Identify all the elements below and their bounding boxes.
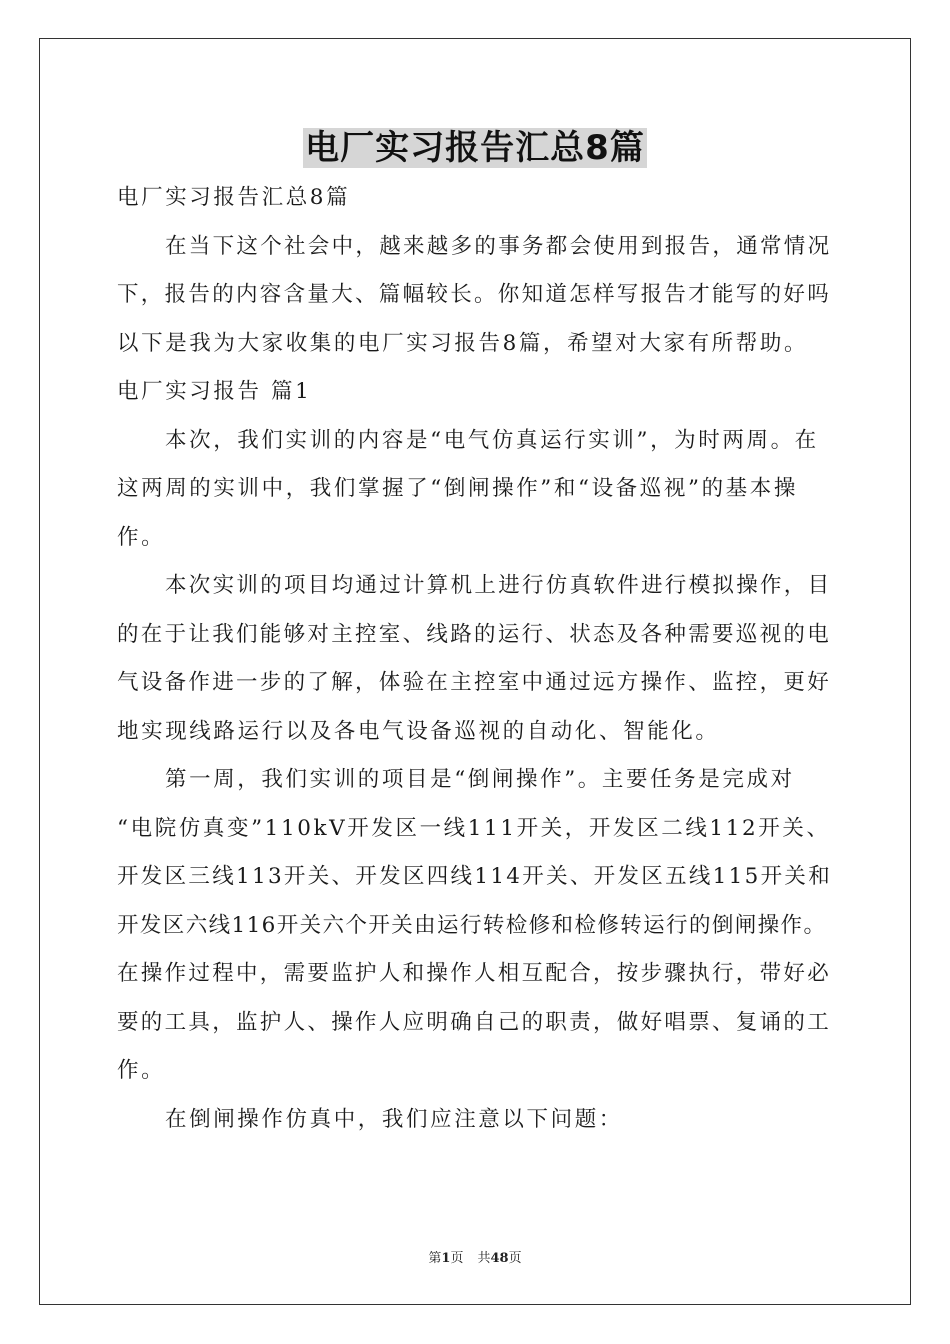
text-line: 在倒闸操作仿真中，我们应注意以下问题： — [165, 1106, 623, 1132]
text-line: 第一周，我们实训的项目是“倒闸操作”。主要任务是完成对 — [165, 767, 795, 792]
text-line: 这两周的实训中，我们掌握了“倒闸操作”和“设备巡视”的基本操 — [117, 476, 798, 501]
page-footer — [0, 1247, 950, 1266]
footer-page-current: 1 — [441, 1251, 451, 1266]
footer-page-suffix: 页 — [450, 1251, 464, 1266]
document-title — [0, 128, 950, 168]
text-line: 作。 — [117, 524, 166, 550]
text-line: “电院仿真变”110kV开发区一线111开关，开发区二线112开关、 — [117, 815, 831, 841]
text-line: 本次实训的项目均通过计算机上进行仿真软件进行模拟操作，目 — [165, 573, 832, 598]
text-line: 在操作过程中，需要监护人和操作人相互配合，按步骤执行，带好必 — [117, 961, 832, 986]
text-line: 地实现线路运行以及各电气设备巡视的自动化、智能化。 — [117, 718, 720, 744]
text-line: 开发区三线113开关、开发区四线114开关、开发区五线115开关和 — [117, 864, 833, 889]
footer-page-total: 48 — [490, 1251, 509, 1266]
text-line: 电厂实习报告 篇1 — [117, 379, 312, 404]
text-line: 本次，我们实训的内容是“电气仿真运行实训”，为时两周。在 — [165, 427, 819, 453]
text-line: 作。 — [117, 1058, 166, 1083]
text-line: 的在于让我们能够对主控室、线路的运行、状态及各种需要巡视的电 — [117, 621, 832, 647]
text-line: 气设备作进一步的了解，体验在主控室中通过远方操作、监控，更好 — [117, 670, 832, 695]
text-line: 要的工具，监护人、操作人应明确自己的职责，做好唱票、复诵的工 — [117, 1009, 832, 1035]
footer-total-prefix: 共 — [477, 1251, 491, 1266]
footer-total-suffix: 页 — [508, 1251, 522, 1266]
text-line: 开发区六线116开关六个开关由运行转检修和检修转运行的倒闸操作。 — [117, 912, 827, 938]
text-line: 下，报告的内容含量大、篇幅较长。你知道怎样写报告才能写的好吗 — [117, 282, 832, 307]
text-line: 以下是我为大家收集的电厂实习报告8篇，希望对大家有所帮助。 — [117, 330, 809, 356]
text-line: 电厂实习报告汇总8篇 — [117, 185, 351, 210]
text-line: 在当下这个社会中，越来越多的事务都会使用到报告，通常情况 — [165, 233, 832, 259]
footer-page-prefix: 第 — [428, 1251, 442, 1266]
document-title-text: 电厂实习报告汇总8篇 — [305, 128, 645, 168]
document-body — [117, 174, 835, 1144]
